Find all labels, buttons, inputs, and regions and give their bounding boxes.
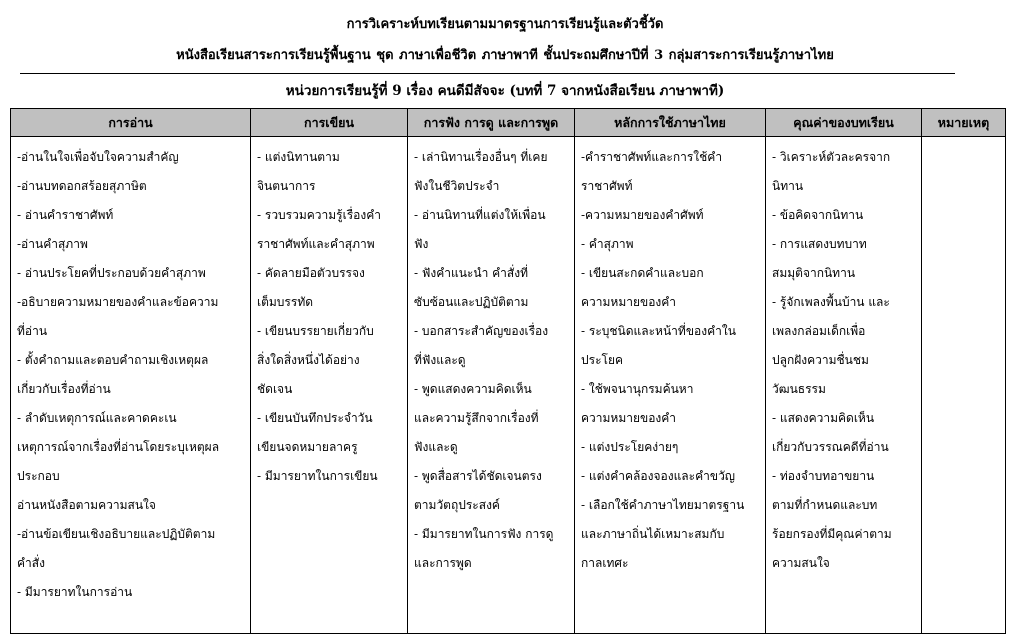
cell-writing <box>251 137 408 634</box>
list-item: นิทาน <box>772 179 804 193</box>
list-item: - พูดแสดงความคิดเห็น <box>414 382 532 396</box>
list-item: สิ่งใดสิ่งหนึ่งได้อย่าง <box>257 353 360 367</box>
cell-reading <box>11 137 251 634</box>
list-item: ซับซ้อนและปฏิบัติตาม <box>414 295 529 309</box>
list-item: ที่อ่าน <box>17 324 48 338</box>
list-item: ที่ฟังและดู <box>414 353 466 367</box>
list-item: - อ่านนิทานที่แต่งให้เพื่อน <box>414 208 546 222</box>
list-item: ความหมายของคำ <box>581 295 677 309</box>
list-item: - ข้อคิดจากนิทาน <box>772 208 864 222</box>
list-item: จินตนาการ <box>257 179 316 193</box>
list-item: - คัดลายมือตัวบรรจง <box>257 266 365 280</box>
header-listening-viewing-speaking: การฟัง การดู และการพูด <box>408 109 575 137</box>
table-header-row <box>11 109 1006 137</box>
list-item: - เขียนบรรยายเกี่ยวกับ <box>257 324 374 338</box>
list-item: -อธิบายความหมายของคำและข้อความ <box>17 295 219 309</box>
list-item: ประกอบ <box>17 469 60 483</box>
list-item: เหตุการณ์จากเรื่องที่อ่านโดยระบุเหตุผล <box>17 440 220 454</box>
list-item: ชัดเจน <box>257 382 293 396</box>
list-item: - แต่งนิทานตาม <box>257 150 340 164</box>
list-item: - อ่านประโยคที่ประกอบด้วยคำสุภาพ <box>17 266 206 280</box>
list-item: คำสั่ง <box>17 556 45 570</box>
table-content-row <box>11 137 1006 634</box>
cell-listening-viewing-speaking <box>408 137 575 634</box>
list-item: ฟัง <box>414 237 429 251</box>
list-item: ฟังและดู <box>414 440 458 454</box>
list-item: -อ่านในใจเพื่อจับใจความสำคัญ <box>17 150 179 164</box>
list-item: - การแสดงบทบาท <box>772 237 867 251</box>
header-reading: การอ่าน <box>11 109 251 137</box>
list-item: - เลือกใช้คำภาษาไทยมาตรฐาน <box>581 498 745 512</box>
list-item: ฟังในชีวิตประจำ <box>414 179 500 193</box>
list-item: เต็มบรรทัด <box>257 295 314 309</box>
list-item: ตามที่กำหนดและบท <box>772 498 878 512</box>
list-item: กาลเทศะ <box>581 556 629 570</box>
list-item: - บอกสาระสำคัญของเรื่อง <box>414 324 549 338</box>
list-item: - มีมารยาทในการอ่าน <box>17 585 133 599</box>
list-item: - รวบรวมความรู้เรื่องคำ <box>257 208 382 222</box>
list-item: -คำราชาศัพท์และการใช้คำ <box>581 150 723 164</box>
list-item: -อ่านคำสุภาพ <box>17 237 88 251</box>
document-subtitle: หนังสือเรียนสาระการเรียนรู้พื้นฐาน ชุด ภาษาเพื่อชีวิต ภาษาพาที ชั้นประถมศึกษาปีที่ 3 กลุ่มสาระการเรียนรู้ภาษาไทย <box>176 48 834 63</box>
list-item: - รู้จักเพลงพื้นบ้าน และ <box>772 295 890 309</box>
list-item: วัฒนธรรม <box>772 382 826 396</box>
list-item: - เล่านิทานเรื่องอื่นๆ ที่เคย <box>414 150 548 164</box>
cell-remarks <box>922 137 1006 634</box>
list-item: อ่านหนังสือตามความสนใจ <box>17 498 156 512</box>
list-item: ตามวัตถุประสงค์ <box>414 498 500 512</box>
list-item: ร้อยกรองที่มีคุณค่าตาม <box>772 527 892 541</box>
analysis-table <box>10 108 1006 634</box>
list-item: เขียนจดหมายลาครู <box>257 440 358 454</box>
list-item: เกี่ยวกับเรื่องที่อ่าน <box>17 382 111 396</box>
cell-thai-language-principles <box>575 137 766 634</box>
unit-heading: หน่วยการเรียนรู้ที่ 9 เรื่อง คนดีมีสัจจะ (บทที่ 7 จากหนังสือเรียน ภาษาพาที) <box>285 83 725 99</box>
list-item: - มีมารยาทในการเขียน <box>257 469 378 483</box>
list-item: - มีมารยาทในการฟัง การดู <box>414 527 554 541</box>
list-item: - แสดงความคิดเห็น <box>772 411 875 425</box>
list-item: - ฟังคำแนะนำ คำสั่งที่ <box>414 266 528 280</box>
header-lesson-value: คุณค่าของบทเรียน <box>766 109 922 137</box>
list-item: เกี่ยวกับวรรณคดีที่อ่าน <box>772 440 889 454</box>
list-item: - ลำดับเหตุการณ์และคาดคะเน <box>17 411 177 425</box>
list-item: - อ่านคำราชาศัพท์ <box>17 208 114 222</box>
list-item: - ระบุชนิดและหน้าที่ของคำใน <box>581 324 736 338</box>
list-item: - ท่องจำบทอาขยาน <box>772 469 875 483</box>
list-item: เพลงกล่อมเด็กเพื่อ <box>772 324 866 338</box>
list-item: - ตั้งคำถามและตอบคำถามเชิงเหตุผล <box>17 353 209 367</box>
list-item: ราชาศัพท์ <box>581 179 633 193</box>
list-item: - เขียนสะกดคำและบอก <box>581 266 704 280</box>
list-item: - แต่งคำคล้องจองและคำขวัญ <box>581 469 736 483</box>
list-item: ราชาศัพท์และคำสุภาพ <box>257 237 375 251</box>
header-remarks: หมายเหตุ <box>922 109 1006 137</box>
list-item: และภาษาถิ่นได้เหมาะสมกับ <box>581 527 725 541</box>
list-item: - วิเคราะห์ตัวละครจาก <box>772 150 891 164</box>
list-item: - คำสุภาพ <box>581 237 634 251</box>
list-item: ประโยค <box>581 353 624 367</box>
document-title: การวิเคราะห์บทเรียนตามมาตรฐานการเรียนรู้และตัวชี้วัด <box>346 17 664 32</box>
list-item: สมมุติจากนิทาน <box>772 266 856 280</box>
list-item: -อ่านบทดอกสร้อยสุภาษิต <box>17 179 147 193</box>
list-item: - เขียนบันทึกประจำวัน <box>257 411 373 425</box>
list-item: -อ่านข้อเขียนเชิงอธิบายและปฏิบัติตาม <box>17 527 216 541</box>
list-item: - แต่งประโยคง่ายๆ <box>581 440 679 454</box>
cell-lesson-value <box>766 137 922 634</box>
header-divider <box>20 73 955 74</box>
list-item: - ใช้พจนานุกรมค้นหา <box>581 382 694 396</box>
list-item: และการพูด <box>414 556 472 570</box>
header-thai-language-principles: หลักการใช้ภาษาไทย <box>575 109 766 137</box>
list-item: ความสนใจ <box>772 556 830 570</box>
header-writing: การเขียน <box>251 109 408 137</box>
list-item: - พูดสื่อสารได้ชัดเจนตรง <box>414 469 542 483</box>
list-item: และความรู้สึกจากเรื่องที่ <box>414 411 539 425</box>
list-item: ความหมายของคำ <box>581 411 677 425</box>
list-item: -ความหมายของคำศัพท์ <box>581 208 704 222</box>
list-item: ปลูกฝังความชื่นชม <box>772 353 869 367</box>
